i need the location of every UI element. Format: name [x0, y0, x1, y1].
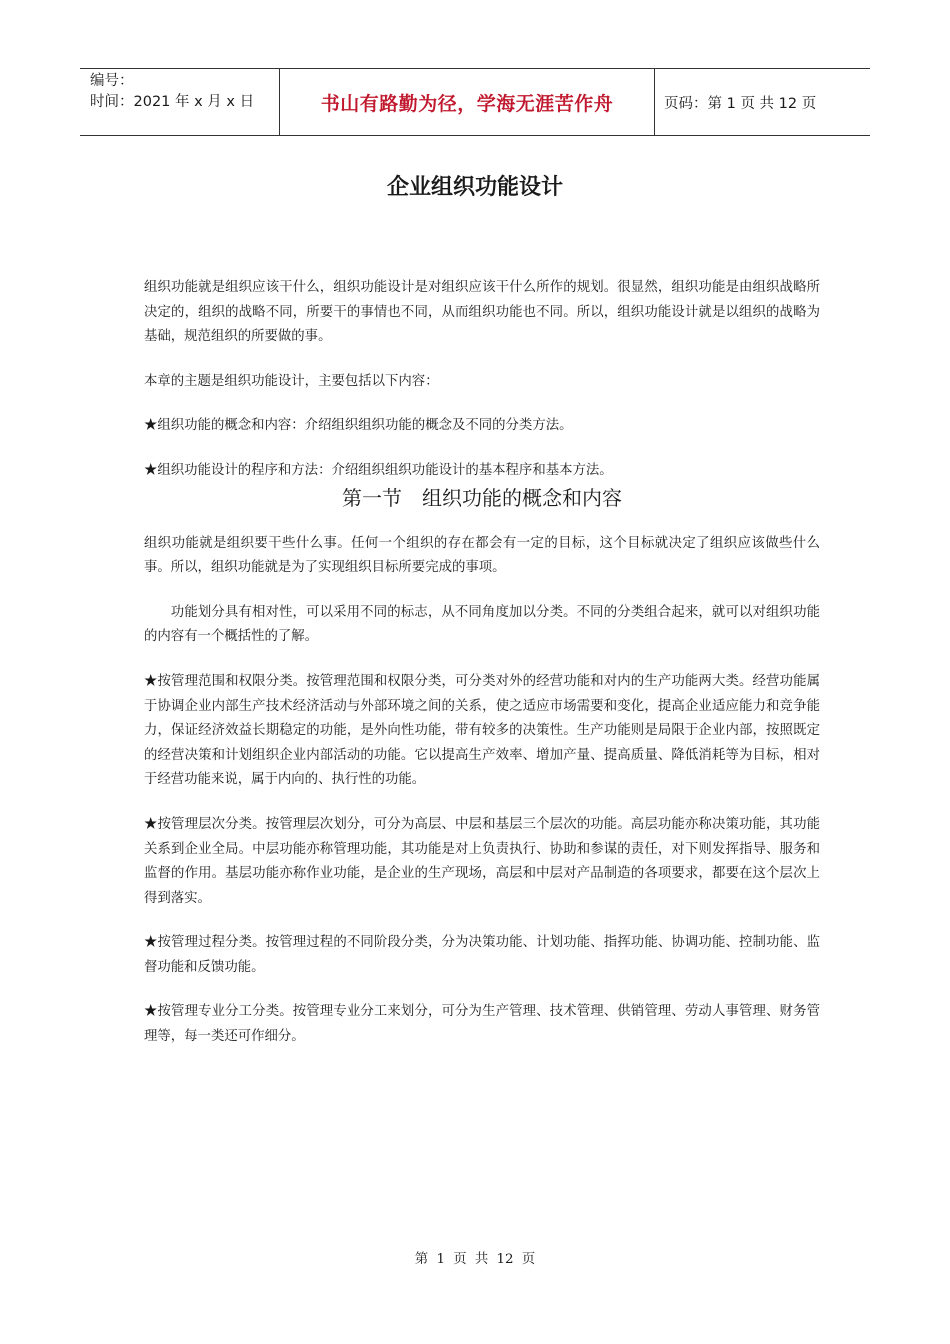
document-body — [144, 276, 820, 1050]
section-bullet: ★按管理专业分工分类。按管理专业分工来划分，可分为生产管理、技术管理、供销管理、劳动人事管理、财务管理等，每一类还可作细分。 — [144, 1004, 820, 1045]
section-bullet: ★按管理范围和权限分类。按管理范围和权限分类，可分类对外的经营功能和对内的生产功能两大类。经营功能属于协调企业内部生产技术经济活动与外部环境之间的关系，使之适应市场需要和变化，提高企业适应能力和竞争能力，保证经济效益长期稳定的功能，是外向性功能，带有较多的决策性。生产功能则是局限于企业内部，按照既定的经营决策和计划组织企业内部活动的功能。它以提高生产效率、增加产量、提高质量、降低消耗等为目标，相对于经营功能来说，属于内向的、执行性的功能。 — [144, 673, 820, 788]
section-title: 第一节 组织功能的概念和内容 — [342, 485, 622, 510]
section-bullet: ★按管理层次分类。按管理层次划分，可分为高层、中层和基层三个层次的功能。高层功能亦称决策功能，其功能关系到企业全局。中层功能亦称管理功能，其功能是对上负责执行、协助和参谋的责任，对下则发挥指导、服务和监督的作用。基层功能亦称作业功能，是企业的生产现场，高层和中层对产品制造的各项要求，都要在这个层次上得到落实。 — [144, 816, 820, 906]
intro-bullet: ★组织功能设计的程序和方法：介绍组织组织功能设计的基本程序和基本方法。 — [144, 462, 613, 478]
intro-paragraph: 组织功能就是组织应该干什么，组织功能设计是对组织应该干什么所作的规划。很显然，组织功能是由组织战略所决定的，组织的战略不同，所要干的事情也不同，从而组织功能也不同。所以，组织功能设计就是以组织的战略为基础，规范组织的所要做的事。 — [144, 280, 820, 345]
intro-paragraph: 本章的主题是组织功能设计，主要包括以下内容： — [144, 373, 439, 389]
section-bullet: ★按管理过程分类。按管理过程的不同阶段分类，分为决策功能、计划功能、指挥功能、协调功能、控制功能、监督功能和反馈功能。 — [144, 935, 820, 975]
header-motto: 书山有路勤为径，学海无涯苦作舟 — [280, 69, 655, 135]
document-title: 企业组织功能设计 — [386, 175, 563, 200]
header-table — [80, 68, 870, 136]
page-footer: 第 1 页 共 12 页 — [414, 1252, 536, 1267]
section-paragraph: 组织功能就是组织要干些什么事。任何一个组织的存在都会有一定的目标，这个目标就决定了组织应该做些什么事。所以，组织功能就是为了实现组织目标所要完成的事项。 — [144, 535, 820, 576]
section-paragraph: 功能划分具有相对性，可以采用不同的标志，从不同角度加以分类。不同的分类组合起来，就可以对组织功能的内容有一个概括性的了解。 — [144, 604, 820, 645]
intro-bullet: ★组织功能的概念和内容：介绍组织组织功能的概念及不同的分类方法。 — [144, 418, 573, 434]
number-label: 编号： — [90, 73, 134, 89]
header-page-info: 页码：第 1 页 共 12 页 — [664, 95, 817, 112]
header-info-cell — [80, 69, 280, 135]
date-line: 时间：2021 年 x 月 x 日 — [90, 94, 255, 110]
